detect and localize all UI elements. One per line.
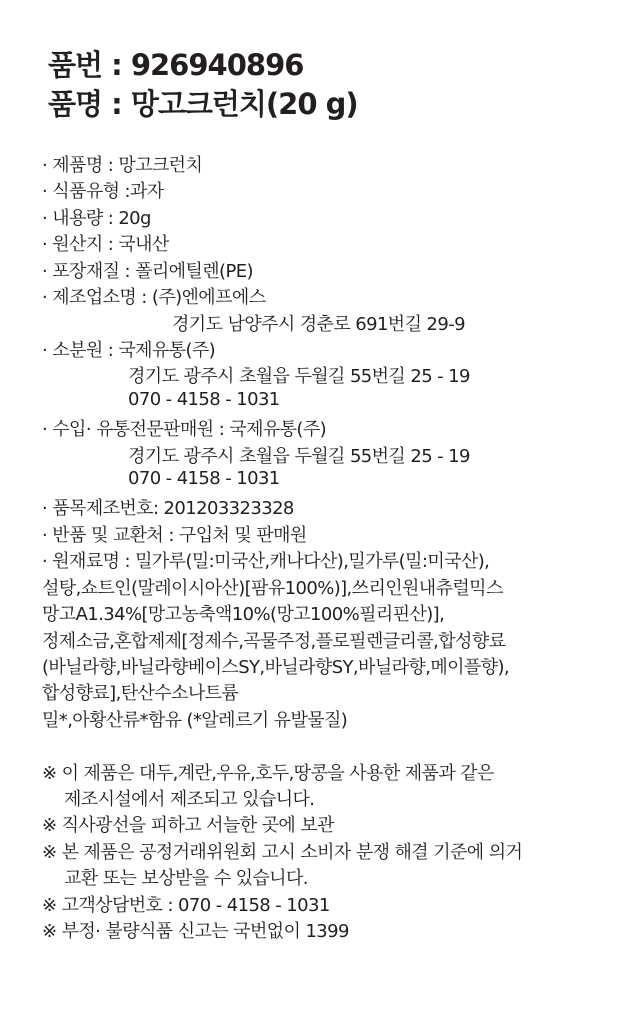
info-line: 망고A1.34%[망고농축액10%(망고100%필리핀산)], [42,604,445,625]
notice-line: ※ 본 제품은 공정거래위원회 고시 소비자 분쟁 해결 기준에 의거 [42,842,523,863]
info-line: · 원재료명 : 밀가루(밀:미국산,캐나다산),밀가루(밀:미국산), [42,551,490,572]
notice-line: ※ 부정· 불량식품 신고는 국번없이 1399 [42,921,349,942]
notice-line: ※ 고객상담번호 : 070 - 4158 - 1031 [42,895,330,916]
info-line: 070 - 4158 - 1031 [128,468,280,489]
info-line: · 수입· 유통전문판매원 : 국제유통(주) [42,419,327,440]
info-line: · 제품명 : 망고크런치 [42,155,203,176]
info-line: (바닐라향,바닐라향베이스SY,바닐라향SY,바닐라향,메이플향), [42,657,510,678]
notice-line: 제조시설에서 제조되고 있습니다. [64,789,315,810]
item-name: 품명 : 망고크런치(20 g) [48,87,358,121]
info-line: · 반품 및 교환처 : 구입처 및 판매원 [42,525,307,546]
notice-line: 교환 또는 보상받을 수 있습니다. [64,868,308,889]
info-line: · 포장재질 : 폴리에틸렌(PE) [42,261,253,282]
info-line: · 품목제조번호: 201203323328 [42,498,294,519]
info-line: 정제소금,혼합제제[정제수,곡물주정,플로필렌글리콜,합성향료 [42,631,506,652]
info-line: 경기도 광주시 초월읍 두월길 55번길 25 - 19 [128,366,470,387]
info-line: · 식품유형 :과자 [42,181,164,202]
info-line: 경기도 남양주시 경춘로 691번길 29-9 [172,314,465,335]
info-line: · 내용량 : 20g [42,208,151,229]
info-line: 경기도 광주시 초월읍 두월길 55번길 25 - 19 [128,446,470,467]
info-line: · 제조업소명 : (주)엔에프에스 [42,287,266,308]
info-line: · 원산지 : 국내산 [42,234,169,255]
info-line: 밀*,아황산류*함유 (*알레르기 유발물질) [42,710,348,731]
notice-line: ※ 이 제품은 대두,계란,우유,호두,땅콩을 사용한 제품과 같은 [42,763,494,784]
info-line: 070 - 4158 - 1031 [128,389,280,410]
info-line: · 소분원 : 국제유통(주) [42,340,216,361]
info-line: 설탕,쇼트인(말레이시아산)[팜유100%)],쓰리인원내츄럴믹스 [42,578,503,599]
notice-line: ※ 직사광선을 피하고 서늘한 곳에 보관 [42,815,334,836]
item-number: 품번 : 926940896 [48,48,304,82]
info-line: 합성향료],탄산수소나트륨 [42,683,239,704]
